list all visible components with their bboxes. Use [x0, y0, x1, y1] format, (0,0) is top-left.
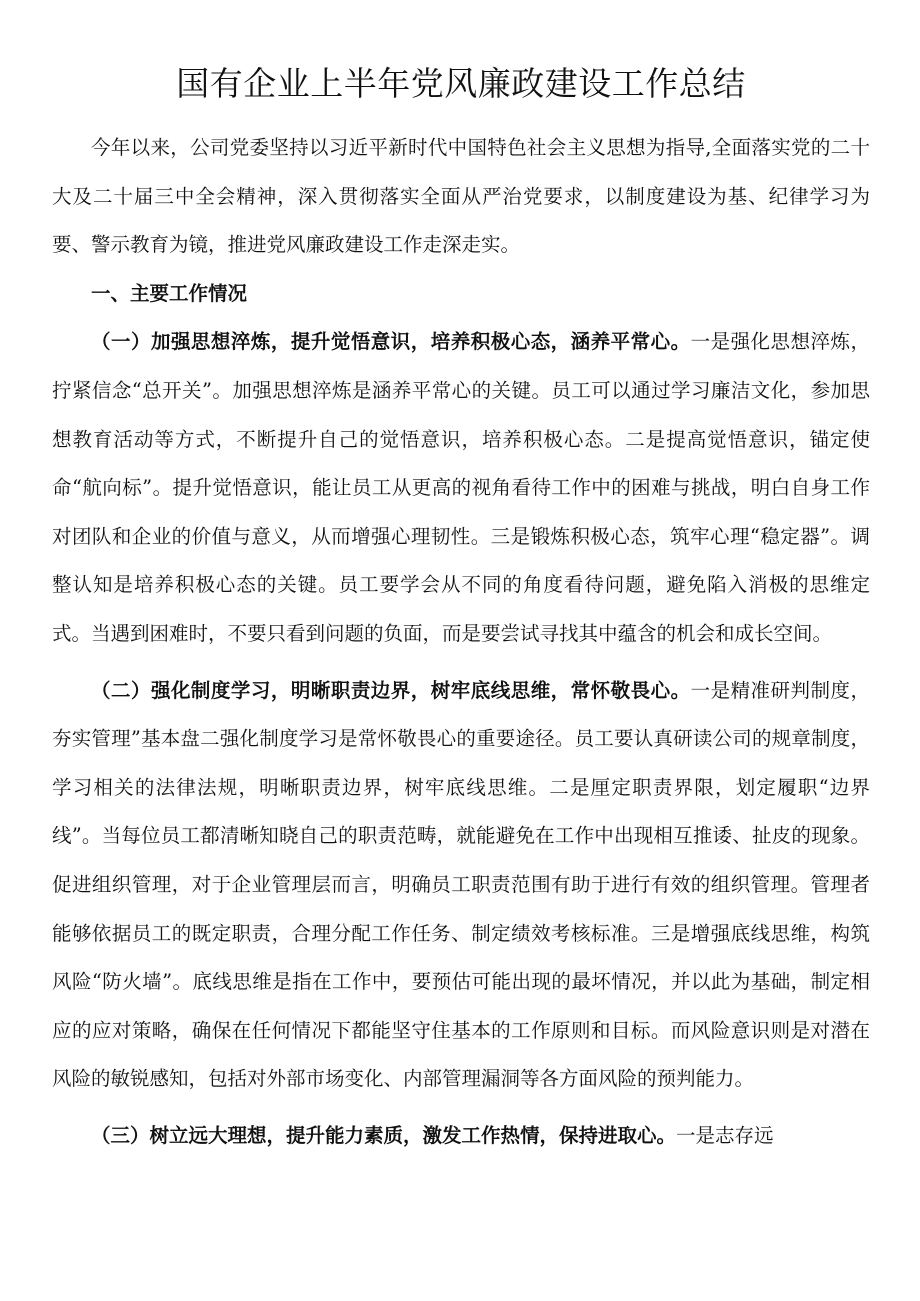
subsection-heading-1: （一）加强思想淬炼，提升觉悟意识，培养积极心态，涵养平常心。: [91, 330, 691, 354]
subsection-body-3: 一是志存远: [676, 1123, 774, 1147]
subsection-body-2: 一是精准研判制度，夯实管理”基本盘二强化制度学习是常怀敬畏心的重要途径。员工要认真研读公司的规章制度，学习相关的法律法规，明晰职责边界，树牢底线思维。二是厘定职责界限，划定履职“边界线”。当每位员工都清晰知晓自己的职责范畴，就能避免在工作中出现相互推诿、扯皮的现象。促进组织管理，对于企业管理层而言，明确员工职责范围有助于进行有效的组织管理。管理者能够依据员工的既定职责，合理分配工作任务、制定绩效考核标准。三是增强底线思维，构筑风险“防火墙”。底线思维是指在工作中，要预估可能出现的最坏情况，并以此为基础，制定相应的应对策略，确保在任何情况下都能坚守住基本的工作原则和目标。而风险意识则是对潜在风险的敏锐感知，包括对外部市场变化、内部管理漏洞等各方面风险的预判能力。: [52, 678, 870, 1091]
subsection-paragraph-2: [52, 667, 870, 1104]
intro-paragraph: 今年以来，公司党委坚持以习近平新时代中国特色社会主义思想为指导,全面落实党的二十大及二十届三中全会精神，深入贯彻落实全面从严治党要求，以制度建设为基、纪律学习为要、警示教育为镜，推进党风廉政建设工作走深走实。: [52, 136, 870, 257]
subsection-heading-2: （二）强化制度学习，明晰职责边界，树牢底线思维，常怀敬畏心。: [91, 678, 691, 702]
subsection-paragraph-1: [52, 318, 870, 658]
section-heading-main-work: 一、主要工作情况: [91, 281, 248, 305]
subsection-paragraph-3: [52, 1112, 870, 1161]
subsection-heading-3: （三）树立远大理想，提升能力素质，激发工作热情，保持进取心。: [91, 1123, 677, 1147]
subsection-body-1: 一是强化思想淬炼，拧紧信念“总开关”。加强思想淬炼是涵养平常心的关键。员工可以通过学习廉洁文化，参加思想教育活动等方式，不断提升自己的觉悟意识，培养积极心态。二是提高觉悟意识，锚定使命“航向标”。提升觉悟意识，能让员工从更高的视角看待工作中的困难与挑战，明白自身工作对团队和企业的价值与意义，从而增强心理韧性。三是锻炼积极心态，筑牢心理“稳定器”。调整认知是培养积极心态的关键。员工要学会从不同的角度看待问题，避免陷入消极的思维定式。当遇到困难时，不要只看到问题的负面，而是要尝试寻找其中蕴含的机会和成长空间。: [52, 330, 870, 645]
document-title: 国有企业上半年党风廉政建设工作总结: [176, 64, 746, 103]
